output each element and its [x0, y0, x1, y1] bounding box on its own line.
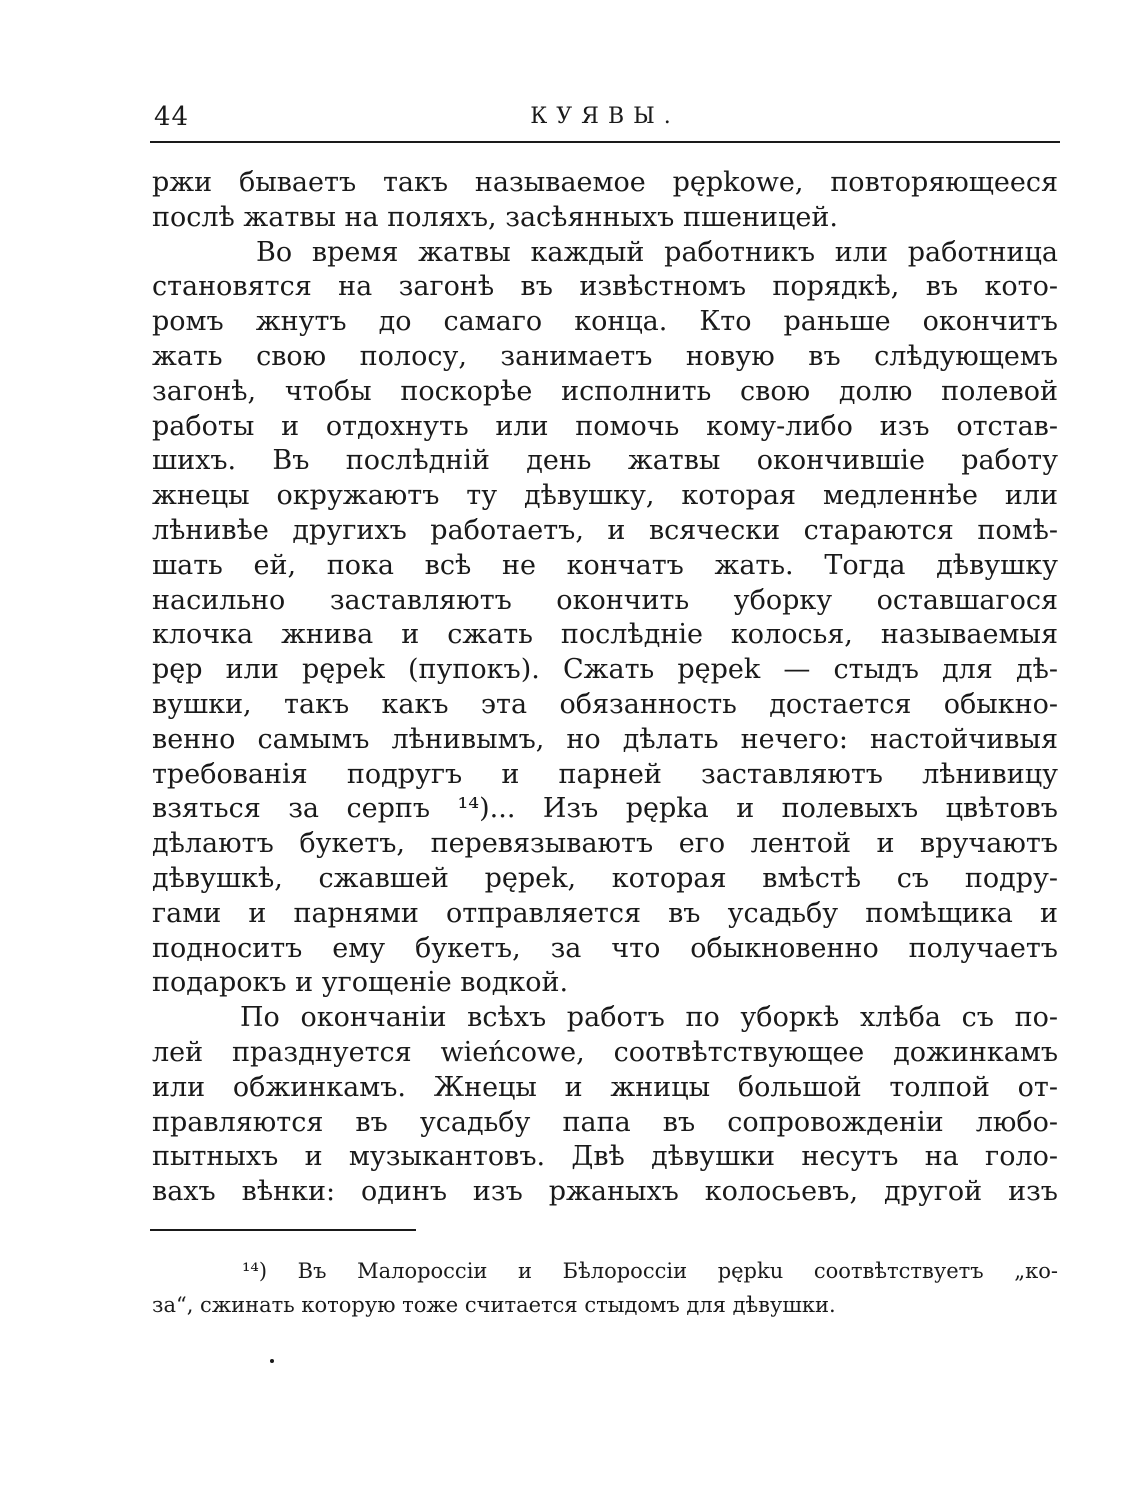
text-line: ржи бываетъ такъ называемое pępkowe, повторяющееся — [152, 167, 1058, 198]
text-line: шихъ. Въ послѣдній день жатвы окончившіе работу — [152, 445, 1058, 477]
text-line: pęp или pępek (пупокъ). Сжать pępek — стыдъ для дѣ- — [152, 654, 1058, 686]
body-text — [152, 166, 1058, 1210]
text-line: гами и парнями отправляется въ усадьбу помѣщика и — [152, 897, 1058, 929]
text-line: вахъ вѣнки: одинъ изъ ржаныхъ колосьевъ, другой изъ — [152, 1176, 1058, 1208]
text-line: дѣлаютъ букетъ, перевязываютъ его лентой и вручаютъ — [152, 828, 1058, 860]
text-line: дѣвушкѣ, сжавшей pępek, которая вмѣстѣ съ подру- — [152, 862, 1058, 894]
text-line: По окончаніи всѣхъ работъ по уборкѣ хлѣба съ по- — [240, 1002, 1058, 1034]
text-line: загонѣ, чтобы поскорѣе исполнить свою долю полевой — [152, 375, 1058, 407]
footnote-line: за“, сжинать которую тоже считается стыдомъ для дѣвушки. — [152, 1293, 836, 1317]
text-line: жать свою полосу, занимаетъ новую въ слѣдующемъ — [152, 340, 1058, 372]
text-line: взяться за серпъ ¹⁴)... Изъ pępka и полевыхъ цвѣтовъ — [152, 793, 1058, 825]
text-line: венно самымъ лѣнивымъ, но дѣлать нечего: настойчивыя — [152, 723, 1058, 755]
text-line: требованія подругъ и парней заставляютъ лѣнивицу — [152, 758, 1058, 790]
text-line: шать ей, пока всѣ не кончатъ жать. Тогда дѣвушку — [152, 549, 1058, 581]
footnote-line: ¹⁴) Въ Малороссіи и Бѣлороссіи pępku соотвѣтствуетъ „ко- — [242, 1259, 1058, 1283]
text-line: насильно заставляютъ окончить уборку оставшагося — [152, 584, 1058, 616]
text-line: вушки, такъ какъ эта обязанность достается обыкно- — [152, 688, 1058, 720]
text-line: работы и отдохнуть или помочь кому-либо изъ отстав- — [152, 410, 1058, 442]
text-line: лей празднуется wieńcowe, соотвѣтствующее дожинкамъ — [152, 1036, 1058, 1068]
text-line: становятся на загонѣ въ извѣстномъ порядкѣ, въ кото- — [152, 271, 1058, 303]
text-line: послѣ жатвы на поляхъ, засѣянныхъ пшеницей. — [152, 201, 838, 233]
text-line: подноситъ ему букетъ, за что обыкновенно получаетъ — [152, 932, 1058, 964]
running-head: КУЯВЫ. — [530, 104, 680, 129]
page-header — [150, 100, 1060, 140]
text-line: клочка жнива и сжать послѣдніе колосья, называемыя — [152, 619, 1058, 651]
text-line: подарокъ и угощеніе водкой. — [152, 967, 569, 999]
print-speck — [270, 1359, 274, 1363]
text-line: пытныхъ и музыкантовъ. Двѣ дѣвушки несутъ на голо- — [152, 1141, 1058, 1173]
footnote-rule — [150, 1229, 416, 1231]
text-line: лѣнивѣе другихъ работаетъ, и всячески стараются помѣ- — [152, 514, 1058, 546]
text-line: жнецы окружаютъ ту дѣвушку, которая медленнѣе или — [152, 480, 1058, 512]
text-line: Во время жатвы каждый работникъ или работница — [256, 236, 1058, 268]
footnote — [152, 1254, 1058, 1322]
page-number: 44 — [154, 102, 190, 132]
text-line: или обжинкамъ. Жнецы и жницы большой толпой от- — [152, 1071, 1058, 1103]
text-line: правляются въ усадьбу папа въ сопровожденіи любо- — [152, 1106, 1058, 1138]
text-line: ромъ жнутъ до самаго конца. Кто раньше окончитъ — [152, 306, 1058, 338]
header-rule — [150, 141, 1060, 143]
